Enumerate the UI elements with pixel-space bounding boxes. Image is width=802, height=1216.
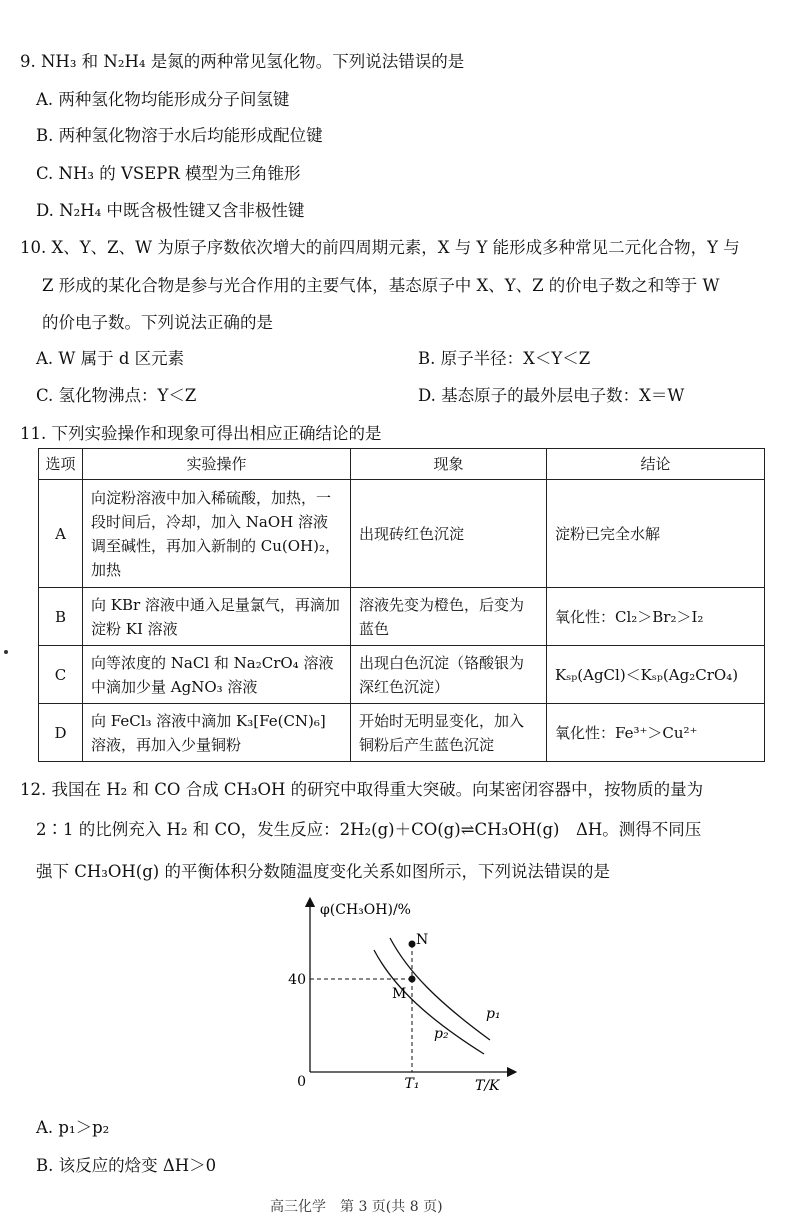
row-label: A [39, 480, 83, 588]
margin-dot [4, 650, 8, 654]
q9-option-b: B. 两种氢化物溶于水后均能形成配位键 [36, 126, 323, 145]
q9-option-a: A. 两种氢化物均能形成分子间氢键 [36, 90, 290, 109]
row-label: B [39, 588, 83, 646]
row-phenomenon: 开始时无明显变化，加入铜粉后产生蓝色沉淀 [351, 704, 547, 762]
header-option: 选项 [39, 449, 83, 480]
table-row [39, 480, 765, 588]
y-tick-label: 40 [288, 972, 306, 988]
row-phenomenon: 出现砖红色沉淀 [351, 480, 547, 588]
table-row [39, 646, 765, 704]
row-phenomenon: 溶液先变为橙色，后变为蓝色 [351, 588, 547, 646]
point-m [409, 976, 416, 983]
row-operation: 向 KBr 溶液中通入足量氯气，再滴加淀粉 KI 溶液 [83, 588, 351, 646]
q12-option-b: B. 该反应的焓变 ΔH＞0 [36, 1156, 217, 1175]
point-n [409, 941, 416, 948]
q10-option-a: A. W 属于 d 区元素 [36, 349, 185, 368]
point-m-label: M [392, 986, 407, 1002]
row-phenomenon: 出现白色沉淀（铬酸银为深红色沉淀） [351, 646, 547, 704]
row-operation: 向淀粉溶液中加入稀硫酸，加热，一段时间后，冷却，加入 NaOH 溶液调至碱性，再加入新制的 Cu(OH)₂，加热 [83, 480, 351, 588]
q12-stem-line-3: 强下 CH₃OH(g) 的平衡体积分数随温度变化关系如图所示，下列说法错误的是 [36, 862, 610, 881]
y-axis-label: φ(CH₃OH)/% [320, 902, 411, 918]
q9-stem: 9. NH₃ 和 N₂H₄ 是氮的两种常见氢化物。下列说法错误的是 [20, 52, 465, 71]
table-header-row [39, 449, 765, 480]
q12-stem-line-1: 12. 我国在 H₂ 和 CO 合成 CH₃OH 的研究中取得重大突破。向某密闭容器中，按物质的量为 [20, 780, 704, 799]
header-conclusion: 结论 [547, 449, 765, 480]
point-n-label: N [416, 932, 429, 948]
q10-stem-line-1: 10. X、Y、Z、W 为原子序数依次增大的前四周期元素，X 与 Y 能形成多种常见二元化合物，Y 与 [20, 238, 740, 257]
header-operation: 实验操作 [83, 449, 351, 480]
series-p1-label: p₁ [486, 1006, 501, 1022]
series-p2-label: p₂ [434, 1026, 449, 1042]
experiment-table [38, 448, 765, 762]
q10-option-c: C. 氢化物沸点：Y＜Z [36, 386, 197, 405]
page-footer: 高三化学 第 3 页(共 8 页) [270, 1199, 443, 1215]
q10-option-b: B. 原子半径：X＜Y＜Z [418, 349, 591, 368]
q9-option-c: C. NH₃ 的 VSEPR 模型为三角锥形 [36, 164, 301, 183]
q12-option-a: A. p₁＞p₂ [36, 1118, 110, 1137]
x-axis-label: T/K [475, 1078, 500, 1094]
header-phenomenon: 现象 [351, 449, 547, 480]
q12-stem-line-2: 2∶1 的比例充入 H₂ 和 CO，发生反应：2H₂(g)＋CO(g)⇌CH₃OH(g) ΔH。测得不同压 [36, 820, 702, 839]
x-tick-label: T₁ [404, 1076, 420, 1092]
row-label: D [39, 704, 83, 762]
q10-stem-line-2: Z 形成的某化合物是参与光合作用的主要气体，基态原子中 X、Y、Z 的价电子数之和等于 W [42, 276, 720, 295]
row-conclusion: 氧化性：Fe³⁺＞Cu²⁺ [547, 704, 765, 762]
row-operation: 向等浓度的 NaCl 和 Na₂CrO₄ 溶液中滴加少量 AgNO₃ 溶液 [83, 646, 351, 704]
row-conclusion: 淀粉已完全水解 [547, 480, 765, 588]
row-label: C [39, 646, 83, 704]
row-conclusion: 氧化性：Cl₂＞Br₂＞I₂ [547, 588, 765, 646]
table-row [39, 588, 765, 646]
row-conclusion: Kₛₚ(AgCl)＜Kₛₚ(Ag₂CrO₄) [547, 646, 765, 704]
origin-label: 0 [297, 1074, 306, 1090]
q9-option-d: D. N₂H₄ 中既含极性键又含非极性键 [36, 201, 305, 220]
equilibrium-chart [290, 892, 520, 1092]
q10-option-d: D. 基态原子的最外层电子数：X＝W [418, 386, 685, 405]
table-row [39, 704, 765, 762]
series-p2-line [374, 950, 484, 1054]
q11-stem: 11. 下列实验操作和现象可得出相应正确结论的是 [20, 424, 382, 443]
row-operation: 向 FeCl₃ 溶液中滴加 K₃[Fe(CN)₆] 溶液，再加入少量铜粉 [83, 704, 351, 762]
q10-stem-line-3: 的价电子数。下列说法正确的是 [42, 313, 273, 332]
